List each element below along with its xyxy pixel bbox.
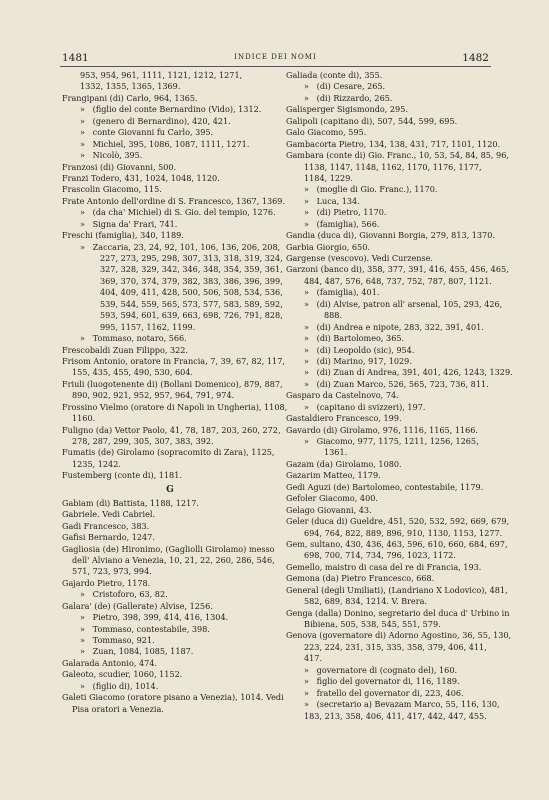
index-entry-line: Friuli (luogotenente di) (Bollani Domenico), 879, 887, bbox=[62, 378, 283, 389]
index-entry-line: General (degli Umiliati), (Landriano X Lodovico), 481, bbox=[286, 584, 508, 595]
index-entry-line: » (famiglia), 401. bbox=[304, 287, 380, 298]
index-entry-line: » (di) Zuan di Andrea, 391, 401, 426, 1243, 1329. bbox=[304, 367, 513, 378]
index-entry-line: Gandia (duca di), Giovanni Borgia, 279, 813, 1370. bbox=[286, 230, 495, 241]
index-entry-line: » figlio del governator di, 116, 1189. bbox=[304, 676, 460, 687]
index-entry-line: Galo Giacomo, 595. bbox=[286, 127, 367, 138]
index-entry-line: 1332, 1355, 1365, 1369. bbox=[80, 81, 181, 92]
index-entry-line: 1160. bbox=[72, 413, 96, 424]
index-entry-line: Garzoni (banco di), 358, 377, 391, 416, 455, 456, 465, bbox=[286, 264, 509, 275]
index-entry-line: 593, 594, 601, 639, 663, 698, 726, 791, 828, bbox=[100, 310, 283, 321]
index-entry-line: Gadi Francesco, 383. bbox=[62, 520, 150, 531]
index-entry-line: » (capitano di svizzeri), 197. bbox=[304, 401, 426, 412]
index-entry-line: Freschi (famiglia), 340, 1189. bbox=[62, 230, 184, 241]
index-entry-line: 155, 435, 455, 490, 530, 604. bbox=[72, 367, 193, 378]
index-entry-line: Gajardo Pietro, 1178. bbox=[62, 577, 151, 588]
index-entry-line: Garbia Giorgio, 650. bbox=[286, 241, 370, 252]
index-entry-line: » Tommaso, notaro, 566. bbox=[80, 333, 187, 344]
index-entry-line: » Zaccaria, 23, 24, 92, 101, 106, 136, 206, 208, bbox=[80, 241, 281, 252]
index-entry-line: 327, 328, 329, 342, 346, 348, 354, 359, 361, bbox=[100, 264, 283, 275]
index-entry-line: » (da cha' Michiel) di S. Gio. del tempio, 1276. bbox=[80, 207, 276, 218]
index-entry-line: 1235, 1242. bbox=[72, 458, 121, 469]
index-entry-line: » (moglie di Gio. Franc.), 1170. bbox=[304, 184, 438, 195]
index-entry-line: 694, 764, 822, 889, 896, 910, 1130, 1153, 1277. bbox=[304, 527, 503, 538]
index-entry-line: Gemello, maistro di casa del re di Francia, 193. bbox=[286, 561, 482, 572]
index-entry-line: Gambacorta Pietro, 134, 138, 431, 717, 1101, 1120. bbox=[286, 138, 501, 149]
index-entry-line: » governatore di (cognato del), 160. bbox=[304, 664, 458, 675]
index-entry-line: » Tommaso, 921. bbox=[80, 635, 155, 645]
index-entry-line: Gedi Aguzi (de) Bartolomeo, contestabile, 1179. bbox=[286, 481, 484, 492]
index-entry-line: Gabiam (di) Battista, 1188, 1217. bbox=[62, 497, 199, 508]
index-entry-line: Fustemberg (conte di), 1181. bbox=[62, 470, 182, 481]
page-header bbox=[62, 52, 489, 66]
index-entry-line: Genga (dalla) Donino, segretario del duca d' Urbino in bbox=[286, 607, 510, 618]
index-entry-line: Gabriele. Vedi Cabriel. bbox=[62, 509, 156, 520]
index-entry-line: 582, 689, 834, 1214. V. Brera. bbox=[304, 596, 427, 607]
index-entry-line: Gasparo da Castelnovo, 74. bbox=[286, 390, 399, 401]
index-entry-line: » Signa da' Frari, 741. bbox=[80, 218, 178, 229]
index-entry-line: Gargense (vescovo). Vedi Curzense. bbox=[286, 253, 433, 263]
index-entry-line: Pisa oratori a Venezia. bbox=[72, 703, 164, 714]
index-entry-line: Franzosi (di) Giovanni, 500. bbox=[62, 161, 177, 172]
index-entry-line: Geler (duca di) Gueldre, 451, 520, 532, 592, 669, 679, bbox=[286, 516, 510, 527]
index-entry-line: 995, 1157, 1162, 1199. bbox=[100, 321, 196, 332]
index-entry-line: 1184, 1229. bbox=[304, 172, 353, 183]
index-entry-line: Frisom Antonio, oratore in Francia, 7, 39, 67, 82, 117, bbox=[62, 355, 285, 366]
index-entry-line: Bibiena, 505, 538, 545, 551, 579. bbox=[304, 619, 441, 629]
index-entry-line: 953, 954, 961, 1111, 1121, 1212, 1271, bbox=[80, 70, 243, 80]
index-entry-line: 278, 287, 299, 305, 307, 383, 392. bbox=[72, 436, 214, 446]
index-entry-line: » (di) Leopoldo (sic), 954. bbox=[304, 344, 415, 355]
index-entry-line: 571, 723, 973, 994. bbox=[72, 566, 152, 577]
index-entry-line: » Luca, 134. bbox=[304, 195, 360, 206]
index-entry-line: » (famiglia), 566. bbox=[304, 218, 380, 229]
index-entry-line: 404, 409, 411, 428, 500, 506, 508, 534, 536, bbox=[100, 287, 283, 298]
left-column bbox=[62, 70, 288, 715]
section-letter: G bbox=[166, 484, 174, 495]
index-entry-line: » Michiel, 395, 1086, 1087, 1111, 1271. bbox=[80, 138, 250, 149]
index-entry-line: » (di) Marino, 917, 1029. bbox=[304, 355, 412, 366]
page-number-right: 1482 bbox=[462, 52, 489, 64]
page-number-left: 1481 bbox=[62, 52, 89, 64]
index-entry-line: 888. bbox=[324, 310, 343, 321]
index-entry-line: » (figlio del conte Bernardino (Vido), 1312. bbox=[80, 104, 262, 115]
index-entry-line: » (di) Cesare, 265. bbox=[304, 81, 386, 92]
index-entry-line: » (figlio di), 1014. bbox=[80, 680, 159, 691]
index-entry-line: Frescobaldi Zuan Filippo, 322. bbox=[62, 344, 189, 355]
index-entry-line: Galipoli (capitano di), 507, 544, 599, 695. bbox=[286, 115, 458, 126]
index-entry-line: Galisperger Sigismondo, 295. bbox=[286, 104, 408, 115]
index-entry-line: » Pietro, 398, 399, 414, 416, 1304. bbox=[80, 612, 229, 623]
index-entry-line: » (di) Rizzardo, 265. bbox=[304, 92, 393, 103]
index-entry-line: Gemona (da) Pietro Francesco, 668. bbox=[286, 573, 435, 584]
index-entry-line: Gazarim Matteo, 1179. bbox=[286, 470, 381, 481]
index-entry-line: » (genero di Bernardino), 420, 421. bbox=[80, 115, 231, 126]
index-entry-line: » (di) Alvise, patron all' arsenal, 105, 293, 426, bbox=[304, 298, 503, 309]
index-entry-line: Galara' (de) (Gallerate) Alvise, 1256. bbox=[62, 600, 213, 611]
index-entry-line: 369, 370, 374, 379, 382, 383, 386, 396, 399, bbox=[100, 275, 283, 286]
index-entry-line: Gelago Giovanni, 43. bbox=[286, 504, 372, 515]
index-entry-line: 1138, 1147, 1148, 1162, 1170, 1176, 1177, bbox=[304, 161, 482, 172]
index-entry-line: » fratello del governator di, 223, 406. bbox=[304, 687, 464, 698]
index-entry-line: Gem, sultano, 430, 436, 463, 596, 610, 660, 684, 697, bbox=[286, 538, 508, 549]
index-entry-line: » (di) Bartolomeo, 365. bbox=[304, 333, 405, 344]
index-entry-line: » conte Giovanni fu Carlo, 395. bbox=[80, 127, 214, 138]
index-entry-line: » Zuan, 1084, 1085, 1187. bbox=[80, 646, 194, 657]
index-entry-line: Gafisi Bernardo, 1247. bbox=[62, 532, 155, 543]
index-entry-line: 539, 544, 559, 565, 573, 577, 583, 589, 592, bbox=[100, 298, 283, 309]
index-entry-line: Gastaldiero Francesco, 199. bbox=[286, 413, 402, 424]
index-entry-line: Galeoto, scudier, 1060, 1152. bbox=[62, 669, 183, 680]
running-title: INDICE DEI NOMI bbox=[234, 53, 317, 61]
index-entry-line: Gavardo (di) Girolamo, 976, 1116, 1165, 1166. bbox=[286, 424, 478, 435]
index-entry-line: 484, 487, 576, 648, 737, 752, 787, 807, 1121. bbox=[304, 275, 492, 286]
index-entry-line: » (secretario a) Bevazam Marco, 55, 116, 130, bbox=[304, 699, 500, 710]
index-entry-line: 227, 273, 295, 298, 307, 313, 318, 319, 324, bbox=[100, 253, 283, 263]
index-entry-line: Frossino Vielmo (oratore di Napoli in Ungheria), 1108, bbox=[62, 401, 288, 412]
index-entry-line: » (di) Zuan Marco, 526, 565, 723, 736, 811. bbox=[304, 378, 489, 389]
index-entry-line: Galeti Giacomo (oratore pisano a Venezia), 1014. Vedi bbox=[62, 692, 284, 703]
index-entry-line: Frate Antonio dell'ordine di S. Francesco, 1367, 1369. bbox=[62, 195, 286, 206]
index-entry-line: Galarada Antonio, 474. bbox=[62, 657, 158, 668]
index-entry-line: dell' Alviano a Venezia, 10, 21, 22, 260, 286, 546, bbox=[72, 554, 275, 565]
index-entry-line: Franzi Todero, 431, 1024, 1048, 1120. bbox=[62, 172, 220, 183]
index-entry-line: 417. bbox=[304, 653, 323, 664]
index-entry-line: 223, 224, 231, 315, 335, 358, 379, 406, 411, bbox=[304, 641, 487, 652]
index-entry-line: 890, 902, 921, 952, 957, 964, 791, 974. bbox=[72, 390, 235, 401]
index-entry-line: 183, 213, 358, 406, 411, 417, 442, 447, 455. bbox=[304, 710, 487, 721]
index-entry-line: Fumatis (de) Girolamo (sopracomito di Zara), 1125, bbox=[62, 447, 275, 458]
index-entry-line: Gagliosia (de) Hironimo, (Gagliolli Girolamo) messo bbox=[62, 543, 275, 554]
index-entry-line: Gambara (conte di) Gio. Franc., 10, 53, 54, 84, 85, 96, bbox=[286, 150, 509, 161]
index-entry-line: Genova (governatore di) Adorno Agostino, 36, 55, 130, bbox=[286, 630, 512, 641]
index-entry-line: 698, 700, 714, 734, 796, 1023, 1172. bbox=[304, 550, 456, 561]
index-entry-line: » Tommaso, contestabile, 398. bbox=[80, 623, 210, 634]
index-entry-line: 1361. bbox=[324, 447, 348, 458]
index-entry-line: » Cristoforo, 63, 82. bbox=[80, 589, 168, 600]
index-entry-line: » (di) Pietro, 1170. bbox=[304, 207, 387, 218]
index-entry-line: Gefoler Giacomo, 400. bbox=[286, 493, 378, 504]
index-entry-line: Fuligno (da) Vettor Paolo, 41, 78, 187, 203, 260, 272, bbox=[62, 424, 281, 435]
index-entry-line: » Giacomo, 977, 1175, 1211, 1256, 1265, bbox=[304, 436, 479, 446]
index-entry-line: » (di) Andrea e nipote, 283, 322, 391, 401. bbox=[304, 321, 484, 332]
header-rule bbox=[60, 66, 491, 67]
index-entry-line: Gazam (da) Girolamo, 1080. bbox=[286, 458, 402, 469]
index-entry-line: Galiada (conte di), 355. bbox=[286, 70, 383, 80]
index-entry-line: Frangipani (di) Carlo, 964, 1365. bbox=[62, 92, 198, 103]
index-entry-line: » Nicolò, 395. bbox=[80, 150, 143, 161]
right-column bbox=[286, 70, 513, 722]
index-entry-line: Frascolin Giacomo, 115. bbox=[62, 184, 162, 195]
